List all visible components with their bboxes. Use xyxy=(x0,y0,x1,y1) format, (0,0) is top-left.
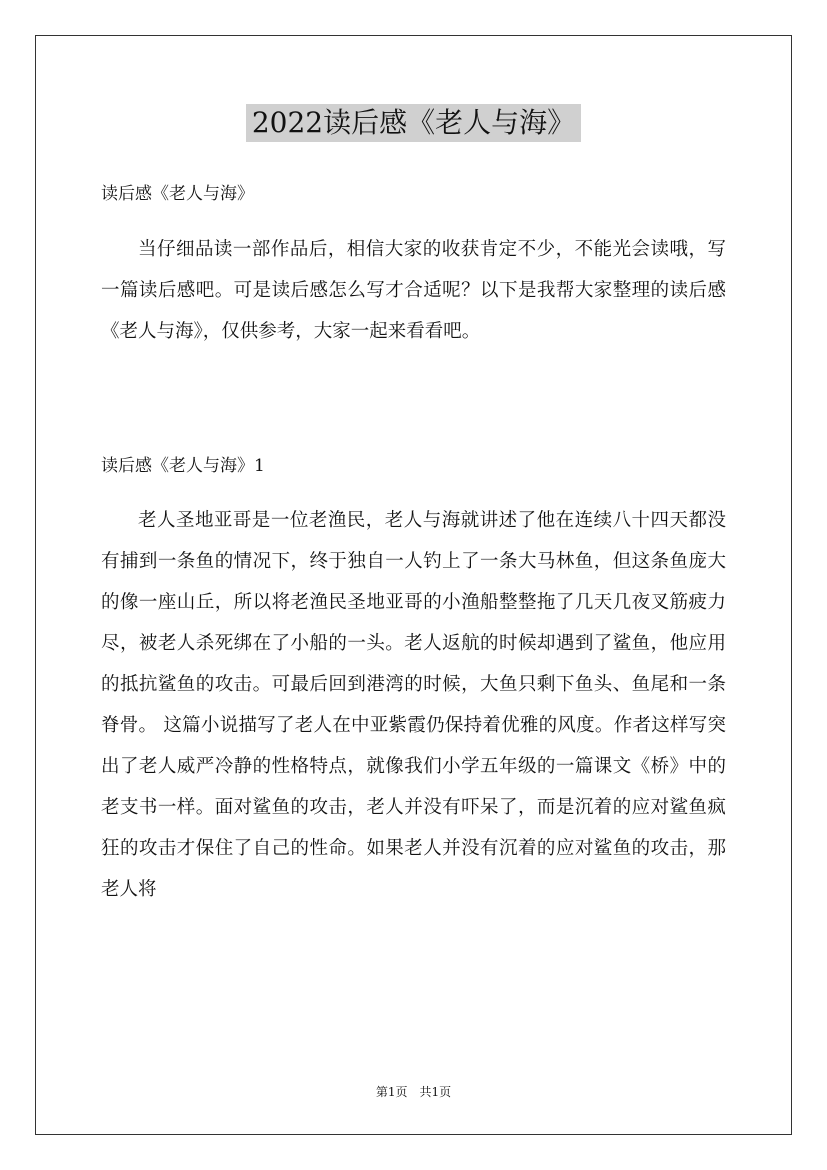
section-heading: 读后感《老人与海》 xyxy=(101,184,254,204)
intro-paragraph: 当仔细品读一部作品后，相信大家的收获肯定不少，不能光会读哦，写一篇读后感吧。可是读后感怎么写才合适呢？以下是我帮大家整理的读后感《老人与海》，仅供参考，大家一起来看看吧。 xyxy=(101,239,726,342)
title-container xyxy=(0,104,827,142)
document-title: 2022读后感《老人与海》 xyxy=(246,104,581,142)
body-paragraph: 老人圣地亚哥是一位老渔民，老人与海就讲述了他在连续八十四天都没有捕到一条鱼的情况下，终于独自一人钓上了一条大马林鱼，但这条鱼庞大的像一座山丘，所以将老渔民圣地亚哥的小渔船整整拖了几天几夜叉筋疲力尽，被老人杀死绑在了小船的一头。老人返航的时候却遇到了鲨鱼，他应用的抵抗鲨鱼的攻击。可最后回到港湾的时候，大鱼只剩下鱼头、鱼尾和一条脊骨。 这篇小说描写了老人在中亚紫霞仍保持着优雅的风度。作者这样写突出了老人威严冷静的性格特点，就像我们小学五年级的一篇课文《桥》中的老支书一样。面对鲨鱼的攻击，老人并没有吓呆了，而是沉着的应对鲨鱼疯狂的攻击才保住了自己的性命。如果老人并没有沉着的应对鲨鱼的攻击，那老人将 xyxy=(101,510,726,900)
page-footer: 第1页 共1页 xyxy=(375,1085,452,1099)
article-heading: 读后感《老人与海》1 xyxy=(101,456,265,476)
